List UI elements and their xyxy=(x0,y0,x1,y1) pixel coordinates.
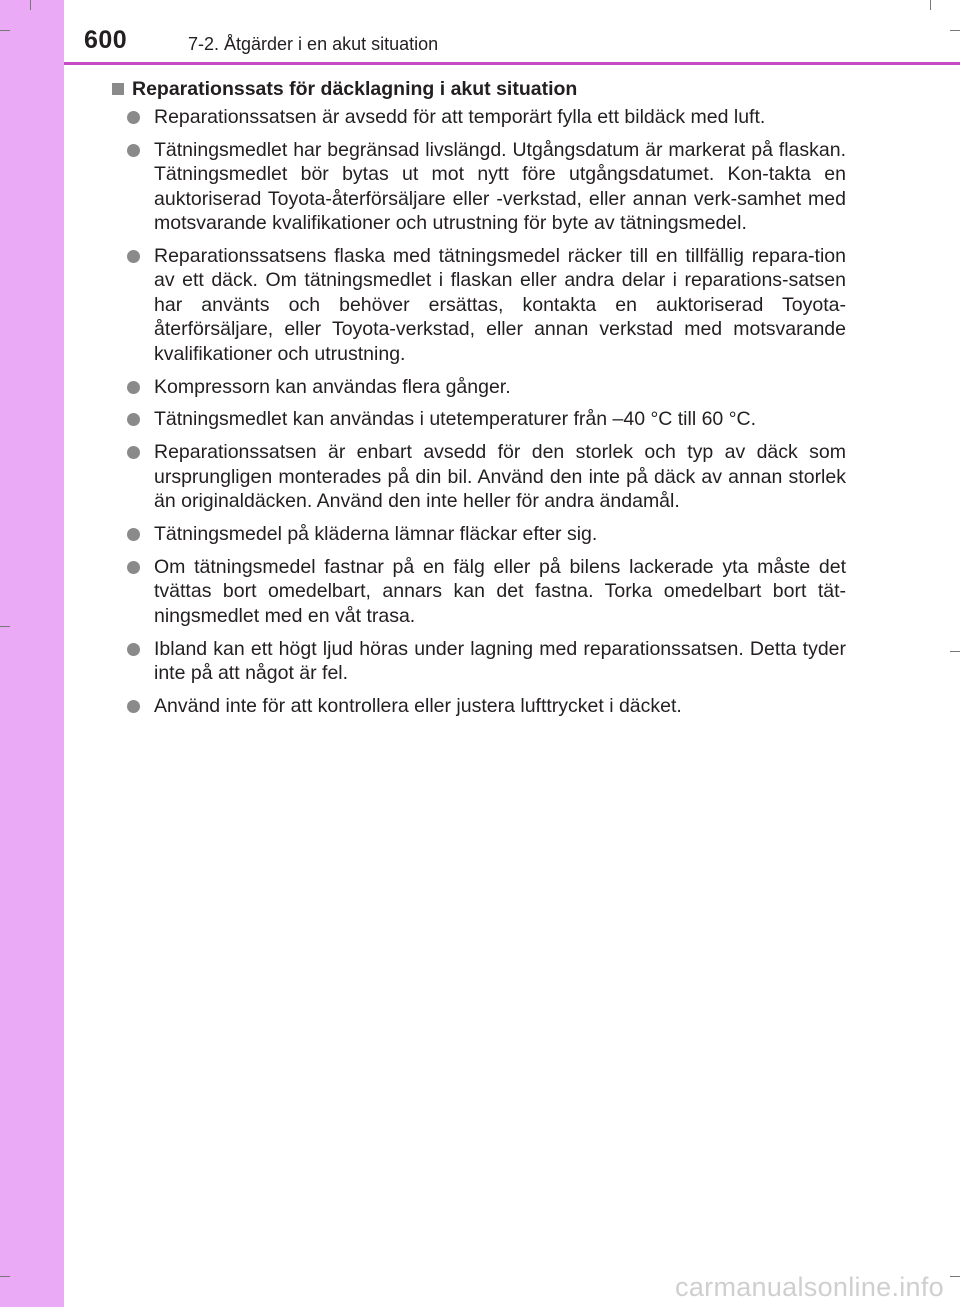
crop-mark xyxy=(950,651,960,652)
bullet-text: Tätningsmedlet har begränsad livslängd. Utgångsdatum är markerat på flaskan. Tätningsmedlet bör bytas ut mot nytt före utgångsdatumet. Kon-takta en auktoriserad Toyota-återförsäljare eller -verkstad, eller annan verk-samhet med motsvarande kvalifikationer och utrustning för byte av tätningsmedel. xyxy=(154,138,846,235)
bullet-dot-icon xyxy=(127,561,140,574)
page-number: 600 xyxy=(84,26,128,54)
bullet-dot-icon xyxy=(127,144,140,157)
bullet-item xyxy=(110,522,846,546)
bullet-dot-icon xyxy=(127,413,140,426)
bullet-text: Reparationssatsen är enbart avsedd för den storlek och typ av däck som ursprungligen monterades på din bil. Använd den inte på däck av annan storlek än originaldäcken. Använd den inte heller för andra ändamål. xyxy=(154,441,846,513)
bullet-text: Använd inte för att kontrollera eller justera lufttrycket i däcket. xyxy=(154,695,682,718)
crop-mark xyxy=(0,1276,10,1277)
section-heading-text: Reparationssats för däcklagning i akut situation xyxy=(132,78,578,100)
square-bullet-icon xyxy=(112,83,124,95)
bullet-dot-icon xyxy=(127,111,140,124)
content-area xyxy=(110,76,846,727)
bullet-dot-icon xyxy=(127,446,140,459)
section-heading xyxy=(110,76,846,102)
crop-mark xyxy=(950,1276,960,1277)
crop-mark xyxy=(950,30,960,31)
crop-mark xyxy=(930,0,931,10)
bullet-item xyxy=(110,375,846,399)
crop-mark xyxy=(30,0,31,10)
bullet-text: Ibland kan ett högt ljud höras under lagning med reparationssatsen. Detta tyder inte på att något är fel. xyxy=(154,637,846,685)
header-rule xyxy=(64,62,960,65)
bullet-text: Tätningsmedlet kan användas i utetemperaturer från –40 °C till 60 °C. xyxy=(154,408,756,431)
side-color-band xyxy=(0,0,64,1307)
bullet-item xyxy=(110,694,846,718)
bullet-text: Reparationssatsens flaska med tätningsmedel räcker till en tillfällig repara-tion av ett däck. Om tätningsmedlet i flaskan eller andra delar i reparations-satsen har använts och behöver ersättas, kontakta en auktoriserad Toyota-återförsäljare, eller Toyota-verkstad, eller annan verkstad med motsvarande kvalifikationer och utrustning. xyxy=(154,245,846,365)
bullet-text: Om tätningsmedel fastnar på en fälg eller på bilens lackerade yta måste det tvättas bort omedelbart, annars kan det fastna. Torka omedelbart bort tät-ningsmedlet med en våt trasa. xyxy=(154,556,846,627)
bullet-item xyxy=(110,244,846,366)
bullet-dot-icon xyxy=(127,700,140,713)
crop-mark xyxy=(0,30,10,31)
bullet-text: Tätningsmedel på kläderna lämnar fläckar efter sig. xyxy=(154,523,598,546)
bullet-item xyxy=(110,555,846,628)
bullet-dot-icon xyxy=(127,250,140,263)
crop-mark xyxy=(0,626,10,627)
bullet-dot-icon xyxy=(127,381,140,394)
bullet-item xyxy=(110,105,846,129)
bullet-text: Reparationssatsen är avsedd för att temporärt fylla ett bildäck med luft. xyxy=(154,106,766,128)
bullet-item xyxy=(110,637,846,686)
bullet-item xyxy=(110,407,846,431)
bullet-item xyxy=(110,138,846,236)
bullet-text: Kompressorn kan användas flera gånger. xyxy=(154,375,511,398)
chapter-title: 7-2. Åtgärder i en akut situation xyxy=(188,34,439,54)
watermark: carmanualsonline.info xyxy=(675,1272,944,1302)
bullet-item xyxy=(110,440,846,513)
bullet-dot-icon xyxy=(127,643,140,656)
bullet-dot-icon xyxy=(127,528,140,541)
